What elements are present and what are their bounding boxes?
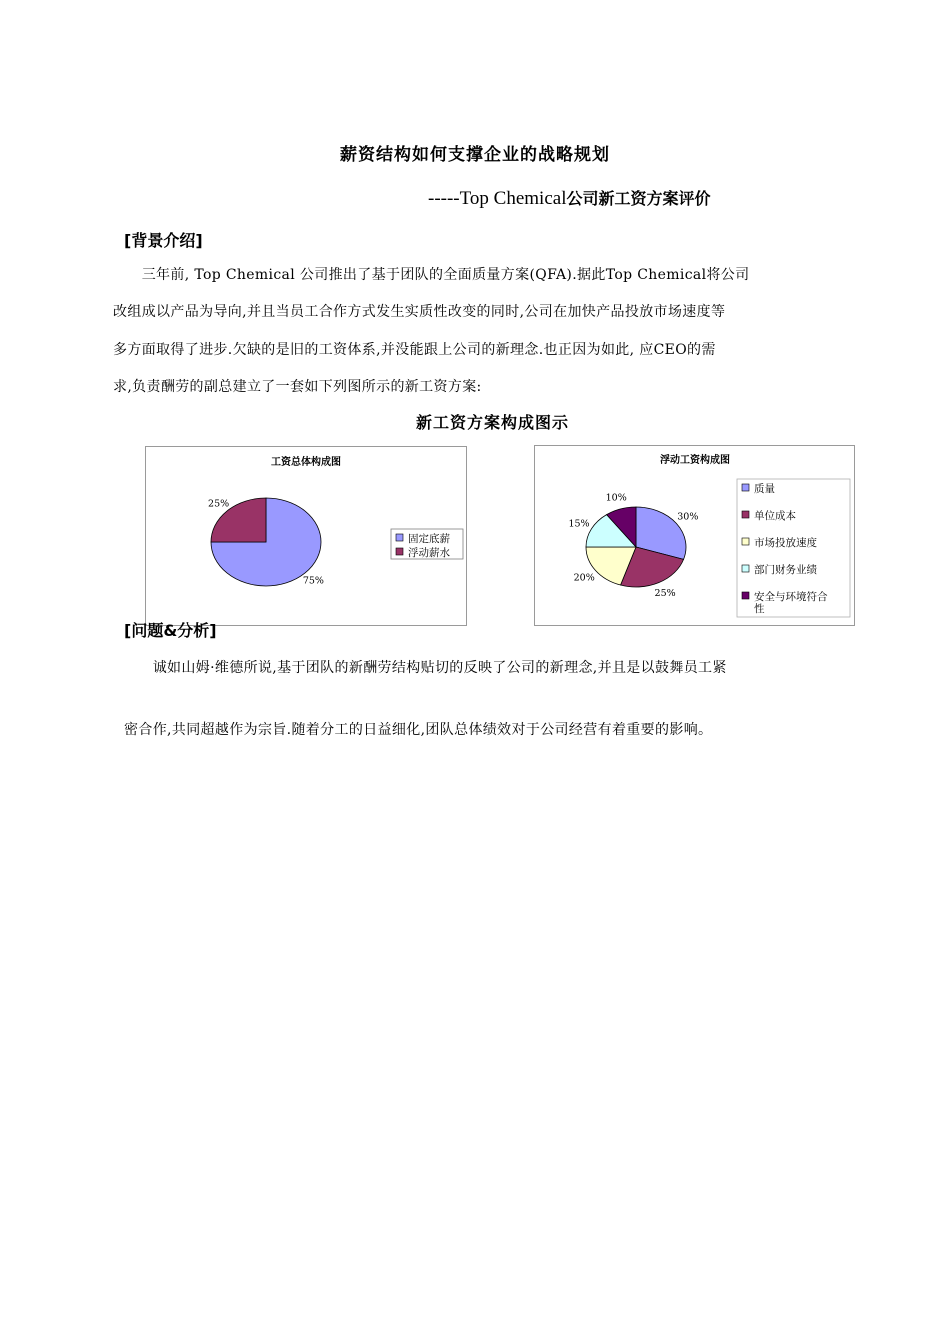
legend-label: 部门财务业绩 bbox=[754, 564, 817, 576]
figure-caption: 新工资方案构成图示 bbox=[415, 413, 569, 432]
background-paragraph-line: 三年前, Top Chemical 公司推出了基于团队的全面质量方案(QFA).据此Top Chemical将公司 bbox=[113, 267, 750, 283]
slice-value-label: 25% bbox=[208, 498, 230, 510]
salary-total-pie-svg bbox=[146, 447, 466, 625]
document-title: 薪资结构如何支撑企业的战略规划 bbox=[340, 145, 610, 165]
slice-value-label: 75% bbox=[302, 575, 324, 587]
slice-value-label: 10% bbox=[605, 492, 627, 504]
legend-label: 安全与环境符合性 bbox=[754, 591, 828, 615]
issue-heading: [问题&分析] bbox=[124, 621, 217, 640]
legend-swatch bbox=[396, 548, 403, 555]
legend-label: 质量 bbox=[754, 483, 775, 495]
issue-paragraph-line: 诚如山姆·维德所说,基于团队的新酬劳结构贴切的反映了公司的新理念,并且是以鼓舞员工紧 bbox=[124, 660, 727, 676]
legend-label: 固定底薪 bbox=[408, 533, 450, 545]
slice-value-label: 20% bbox=[573, 572, 595, 584]
chart-title: 工资总体构成图 bbox=[271, 457, 341, 468]
floating-salary-pie-svg bbox=[535, 446, 854, 625]
background-paragraph-line: 改组成以产品为导向,并且当员工合作方式发生实质性改变的同时,公司在加快产品投放市场速度等 bbox=[113, 304, 726, 320]
legend-swatch bbox=[742, 538, 749, 545]
background-paragraph-line: 多方面取得了进步.欠缺的是旧的工资体系,并没能跟上公司的新理念.也正因为如此, 应CEO的需 bbox=[113, 342, 716, 358]
background-paragraph-line: 求,负责酬劳的副总建立了一套如下列图所示的新工资方案: bbox=[113, 379, 482, 395]
legend-swatch bbox=[742, 511, 749, 518]
legend-swatch bbox=[742, 565, 749, 572]
slice-value-label: 15% bbox=[568, 518, 590, 530]
salary-total-pie-chart bbox=[145, 446, 467, 626]
document-subtitle bbox=[428, 186, 711, 210]
legend-swatch bbox=[742, 484, 749, 491]
subtitle-text: 公司新工资方案评价 bbox=[566, 189, 711, 208]
slice-value-label: 30% bbox=[677, 511, 699, 523]
legend-swatch bbox=[396, 534, 403, 541]
legend-label: 浮动薪水 bbox=[408, 547, 450, 559]
subtitle-dash: ----- bbox=[428, 188, 460, 209]
legend-label: 市场投放速度 bbox=[754, 537, 817, 549]
background-heading: [背景介绍] bbox=[124, 231, 203, 250]
floating-salary-pie-chart bbox=[534, 445, 855, 626]
legend-swatch bbox=[742, 592, 749, 599]
subtitle-company: Top Chemical bbox=[459, 188, 567, 209]
legend-label: 单位成本 bbox=[754, 510, 796, 522]
chart-title: 浮动工资构成图 bbox=[660, 455, 730, 466]
issue-paragraph-line: 密合作,共同超越作为宗旨.随着分工的日益细化,团队总体绩效对于公司经营有着重要的影响。 bbox=[124, 722, 713, 738]
slice-value-label: 25% bbox=[654, 588, 676, 600]
